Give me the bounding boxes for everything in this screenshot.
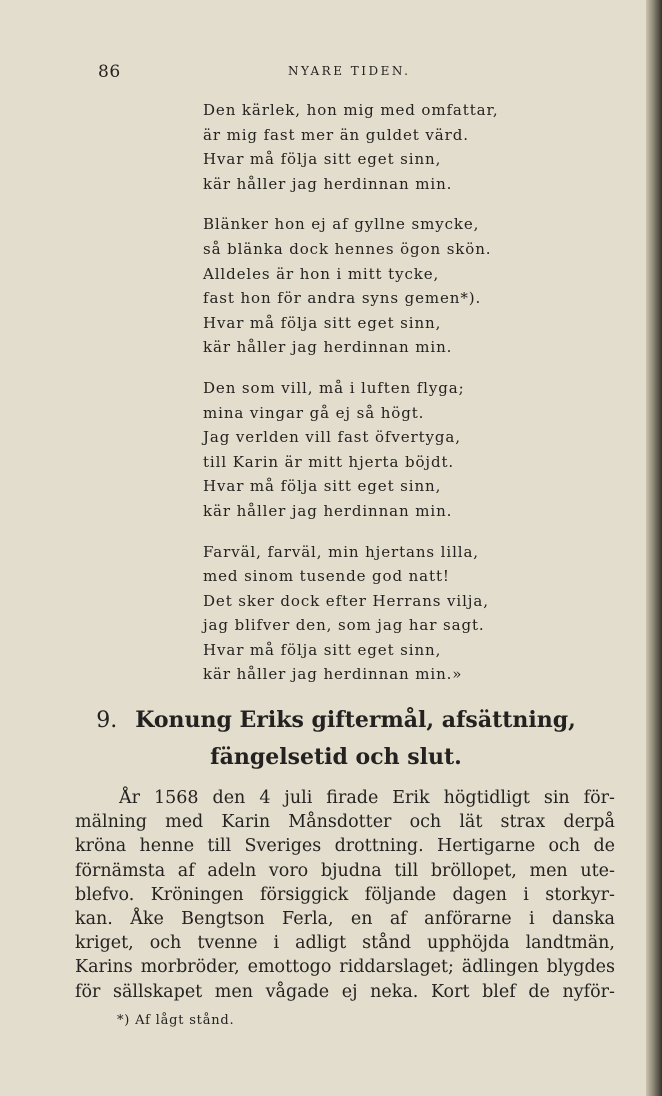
word: i (529, 908, 535, 929)
running-title: NYARE TIDEN. (288, 64, 411, 78)
word: voro (268, 860, 309, 881)
word: neka. (370, 981, 419, 1002)
body-text-line (75, 859, 615, 883)
word: sällskapet (112, 981, 203, 1002)
word: strax (500, 812, 546, 833)
word: Karins (75, 957, 133, 978)
word: Kröningen (150, 884, 244, 905)
word: den (212, 788, 246, 808)
word: upphöjda (427, 933, 510, 954)
verse-line: Farväl, farväl, min hjertans lilla, (203, 542, 479, 561)
word: de (528, 981, 550, 1002)
body-text-line (75, 955, 615, 979)
word: för (75, 981, 101, 1002)
word: bjudna (320, 860, 382, 881)
verse-line: kär håller jag herdinnan min. (203, 501, 453, 520)
word: och (548, 836, 581, 857)
word: adeln (207, 860, 257, 881)
section-number: 9. (96, 708, 118, 733)
footnote: *) Af lågt stånd. (117, 1013, 235, 1028)
word: för- (583, 788, 615, 808)
verse-line: Blänker hon ej af gyllne smycke, (203, 215, 480, 234)
word: ute- (580, 860, 615, 881)
word: tvenne (197, 933, 258, 954)
verse-line: kär håller jag herdinnan min.» (203, 665, 463, 684)
word: förnämsta (75, 860, 166, 881)
verse-line: Hvar må följa sitt eget sinn, (203, 150, 442, 169)
word: anförarne (424, 908, 512, 929)
word: riddarslaget; (339, 957, 454, 978)
word: firade (326, 788, 379, 808)
word: juli (284, 788, 313, 808)
verse-line: Alldeles är hon i mitt tycke, (203, 264, 440, 283)
word: af (177, 860, 195, 881)
word: ädlingen (461, 957, 539, 978)
word: Erik (392, 788, 430, 808)
body-text-line (75, 883, 615, 907)
body-text-line (75, 786, 615, 810)
word: lät (459, 812, 483, 833)
word: drottning. (334, 836, 424, 857)
section-title-line-2: fängelsetid och slut. (210, 744, 462, 770)
word: Åke (130, 908, 164, 929)
word: i (273, 933, 280, 954)
word: ej (341, 981, 358, 1002)
word: kröna (75, 836, 127, 857)
word: emottogo (247, 957, 332, 978)
word: kriget, (75, 933, 134, 954)
word: stånd (362, 933, 412, 954)
word: med (165, 812, 204, 833)
word: vågade (265, 981, 330, 1002)
verse-line: Hvar må följa sitt eget sinn, (203, 477, 442, 496)
verse-line: till Karin är mitt hjerta böjdt. (203, 452, 455, 471)
word: dagen (452, 884, 507, 905)
word: och (149, 933, 182, 954)
verse-line: kär håller jag herdinnan min. (203, 338, 453, 357)
word: blefvo. (75, 884, 135, 905)
verse-line: med sinom tusende god natt! (203, 567, 450, 586)
verse-line: Den kärlek, hon mig med omfattar, (203, 101, 499, 119)
word: men (214, 981, 254, 1002)
word: nyför- (562, 981, 615, 1002)
word: och (409, 812, 442, 833)
word: en (350, 908, 373, 929)
word: till (207, 836, 232, 857)
word: mälning (75, 812, 147, 833)
word: landtmän, (525, 933, 615, 954)
section-title-line-1: Konung Eriks giftermål, afsättning, (135, 707, 576, 733)
word: blef (482, 981, 516, 1002)
verse-line: Hvar må följa sitt eget sinn, (203, 313, 442, 332)
verse-line: så blänka dock hennes ögon skön. (203, 239, 492, 258)
word: danska (551, 908, 615, 929)
word: sin (543, 788, 570, 808)
word: af (389, 908, 407, 929)
word: 1568 (153, 788, 199, 808)
word: adligt (295, 933, 347, 954)
word: högtidligt (443, 788, 530, 808)
word: bröllopet, (430, 860, 517, 881)
poem (203, 98, 513, 703)
body-text-line (75, 980, 615, 1004)
word: i (523, 884, 529, 905)
verse-line: Den som vill, må i luften flyga; (203, 378, 465, 397)
poem-stanza (203, 212, 513, 360)
word: morbröder, (140, 957, 240, 978)
word: Kort (430, 981, 470, 1002)
verse-line: kär håller jag herdinnan min. (203, 174, 453, 193)
word: försiggick (260, 884, 349, 905)
section-heading (76, 702, 596, 775)
word: Hertigarne (436, 836, 536, 857)
word: de (593, 836, 615, 857)
body-text-line (75, 931, 615, 955)
word: Bengtson (181, 908, 265, 929)
word: men (529, 860, 568, 881)
word: Ferla, (282, 908, 334, 929)
verse-line: Det sker dock efter Herrans vilja, (203, 591, 489, 610)
verse-line: jag blifver den, som jag har sagt. (203, 616, 485, 635)
word: År (119, 788, 141, 808)
word: Sveriges (244, 836, 322, 857)
body-text-line (75, 907, 615, 931)
page-number: 86 (98, 62, 121, 82)
word: följande (364, 884, 437, 905)
verse-line: Hvar må följa sitt eget sinn, (203, 640, 442, 659)
word: derpå (563, 812, 615, 833)
word: kan. (75, 908, 113, 929)
verse-line: fast hon för andra syns gemen*). (203, 289, 482, 308)
word: Månsdotter (288, 812, 392, 833)
body-text-line (75, 810, 615, 834)
word: storkyr- (545, 884, 615, 905)
poem-stanza (203, 98, 513, 196)
poem-stanza (203, 540, 513, 688)
page-edge-shadow (646, 0, 662, 1096)
verse-line: Jag verlden vill fast öfvertyga, (203, 428, 461, 447)
word: 4 (259, 788, 271, 808)
section-heading-line-1 (76, 702, 596, 739)
poem-stanza (203, 376, 513, 524)
body-text (75, 786, 615, 1004)
verse-line: är mig fast mer än guldet värd. (203, 125, 469, 144)
word: till (394, 860, 419, 881)
word: Karin (221, 812, 271, 833)
word: henne (139, 836, 195, 857)
body-text-line (75, 834, 615, 858)
verse-line: mina vingar gå ej så högt. (203, 403, 425, 422)
word: blygdes (546, 957, 615, 978)
